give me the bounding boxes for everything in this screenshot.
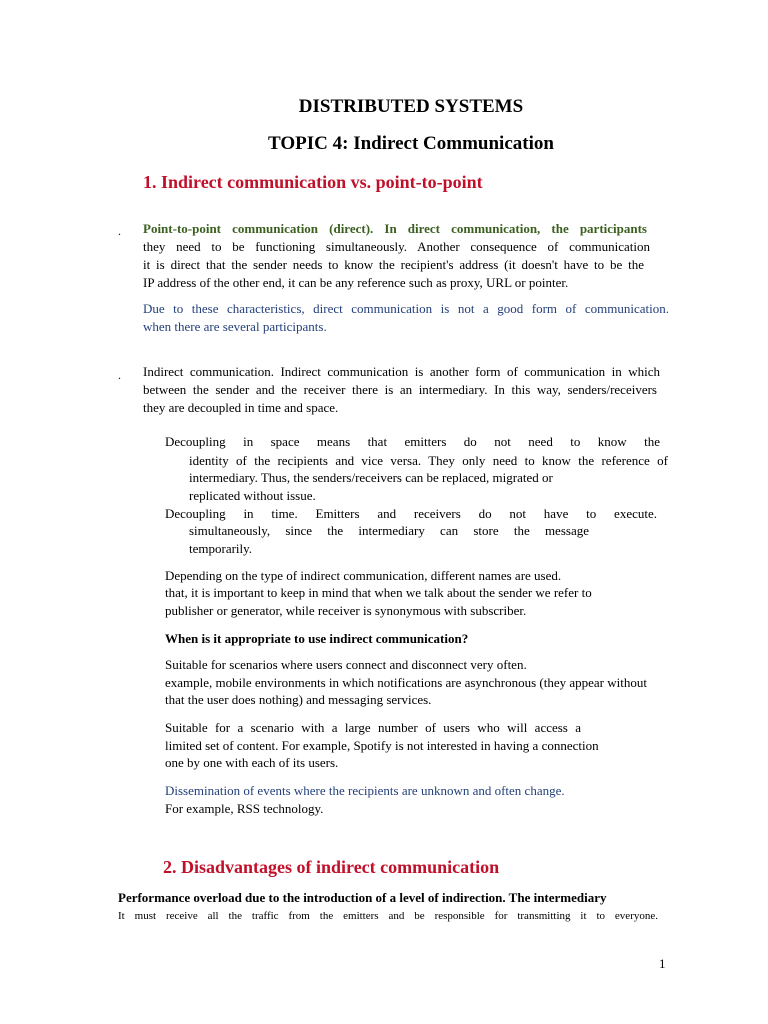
suitable-2-line-3: one by one with each of its users. bbox=[165, 755, 339, 770]
section-2-heading: 2. Disadvantages of indirect communication bbox=[163, 857, 500, 877]
names-line-3: publisher or generator, while receiver is synonymous with subscriber. bbox=[165, 603, 527, 618]
document-title: DISTRIBUTED SYSTEMS bbox=[298, 96, 524, 117]
suitable-1-line-3: that the user does nothing) and messaging services. bbox=[165, 692, 432, 707]
suitable-1-line-2: example, mobile environments in which notifications are asynchronous (they appear without bbox=[165, 675, 647, 690]
p2p-line-1: Point-to-point communication (direct). In direct communication, the participants bbox=[143, 221, 647, 236]
decoupling-time-line-2: simultaneously, since the intermediary can store the message bbox=[189, 523, 589, 538]
suitable-2-line-1: Suitable for a scenario with a large number of users who will access a bbox=[165, 720, 581, 735]
overload-heading: Performance overload due to the introduction of a level of indirection. The intermediary bbox=[118, 890, 607, 905]
bullet-marker: . bbox=[118, 368, 121, 382]
p2p-line-4: IP address of the other end, it can be any reference such as proxy, URL or pointer. bbox=[143, 275, 569, 290]
p2p-note-line-2: when there are several participants. bbox=[143, 319, 327, 334]
suitable-1-line-1: Suitable for scenarios where users connect and disconnect very often. bbox=[165, 657, 527, 672]
indirect-line-2: between the sender and the receiver there is an intermediary. In this way, senders/receivers bbox=[143, 382, 657, 397]
names-line-1: Depending on the type of indirect communication, different names are used. bbox=[165, 568, 562, 583]
appropriate-question: When is it appropriate to use indirect communication? bbox=[165, 631, 469, 646]
topic-title: TOPIC 4: Indirect Communication bbox=[268, 133, 554, 154]
decoupling-space-line-1: Decoupling in space means that emitters do not need to know the bbox=[165, 434, 660, 449]
page-number: 1 bbox=[659, 956, 666, 971]
decoupling-space-line-4: replicated without issue. bbox=[189, 488, 316, 503]
rss-example-line: For example, RSS technology. bbox=[165, 801, 324, 816]
section-1-heading: 1. Indirect communication vs. point-to-point bbox=[143, 172, 483, 192]
decoupling-space-line-2: identity of the recipients and vice versa. They only need to know the reference of bbox=[189, 453, 668, 468]
indirect-line-3: they are decoupled in time and space. bbox=[143, 400, 339, 415]
dissemination-line: Dissemination of events where the recipients are unknown and often change. bbox=[165, 783, 565, 798]
p2p-line-2: they need to be functioning simultaneously. Another consequence of communication bbox=[143, 239, 650, 254]
p2p-note-line-1: Due to these characteristics, direct communication is not a good form of communication. bbox=[143, 301, 669, 316]
decoupling-time-line-1: Decoupling in time. Emitters and receivers do not have to execute. bbox=[165, 506, 657, 521]
p2p-line-3: it is direct that the sender needs to know the recipient's address (it doesn't have to be the bbox=[143, 257, 644, 272]
indirect-line-1: Indirect communication. Indirect communication is another form of communication in which bbox=[143, 364, 660, 379]
decoupling-space-line-3: intermediary. Thus, the senders/receivers can be replaced, migrated or bbox=[189, 470, 553, 485]
suitable-2-line-2: limited set of content. For example, Spotify is not interested in having a connection bbox=[165, 738, 599, 753]
overload-text: It must receive all the traffic from the emitters and be responsible for transmitting it to everyone. bbox=[118, 910, 658, 922]
bullet-marker: . bbox=[118, 224, 121, 238]
names-line-2: that, it is important to keep in mind that when we talk about the sender we refer to bbox=[165, 585, 592, 600]
decoupling-time-line-3: temporarily. bbox=[189, 541, 253, 556]
